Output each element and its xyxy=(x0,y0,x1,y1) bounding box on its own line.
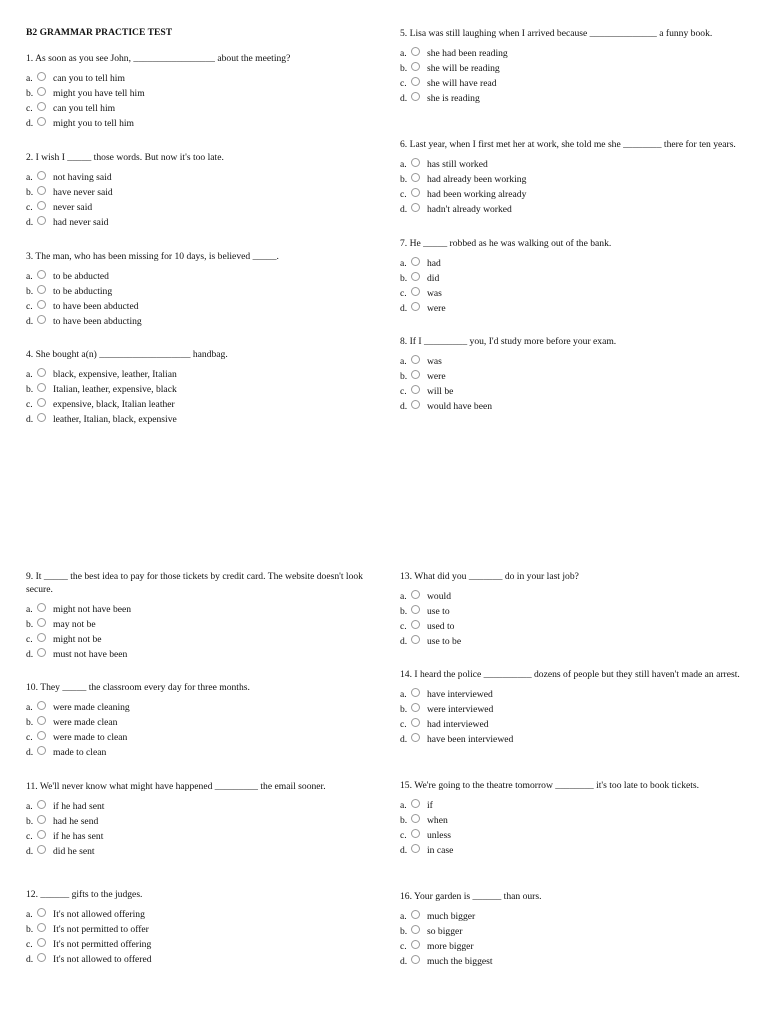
question-text: 3. The man, who has been missing for 10 days, is believed _____. xyxy=(26,251,279,262)
question-8 xyxy=(400,335,745,414)
radio-button-icon[interactable] xyxy=(37,300,46,309)
option-label: use to be xyxy=(427,636,462,647)
radio-button-icon[interactable] xyxy=(411,718,420,727)
option-letter: c. xyxy=(400,941,407,952)
question-text: 1. As soon as you see John, _________________ about the meeting? xyxy=(26,53,291,64)
answer-option[interactable] xyxy=(400,702,745,717)
answer-option[interactable] xyxy=(400,909,745,924)
option-label: Italian, leather, expensive, black xyxy=(53,384,177,395)
option-letter: b. xyxy=(400,371,408,382)
answer-option[interactable] xyxy=(400,687,745,702)
radio-button-icon[interactable] xyxy=(37,603,46,612)
answer-option[interactable] xyxy=(26,952,356,967)
radio-button-icon[interactable] xyxy=(411,62,420,71)
option-label: had xyxy=(427,258,441,269)
question-text: 13. What did you _______ do in your last job? xyxy=(400,571,579,582)
answer-option[interactable] xyxy=(400,369,745,384)
answer-option[interactable] xyxy=(26,844,356,859)
option-label: have never said xyxy=(53,187,113,198)
option-label: much bigger xyxy=(427,911,476,922)
radio-button-icon[interactable] xyxy=(37,815,46,824)
option-label: It's not allowed to offered xyxy=(53,954,152,965)
option-label: use to xyxy=(427,606,450,617)
option-letter: b. xyxy=(26,924,34,935)
option-letter: b. xyxy=(400,273,408,284)
option-label: was xyxy=(427,288,442,299)
option-label: hadn't already worked xyxy=(427,204,512,215)
question-13 xyxy=(400,570,745,649)
option-label: expensive, black, Italian leather xyxy=(53,399,175,410)
answer-option[interactable] xyxy=(26,700,356,715)
answer-option[interactable] xyxy=(400,634,745,649)
option-letter: a. xyxy=(400,911,407,922)
option-label: had never said xyxy=(53,217,109,228)
option-letter: c. xyxy=(400,78,407,89)
option-letter: a. xyxy=(26,909,33,920)
radio-button-icon[interactable] xyxy=(37,216,46,225)
answer-option[interactable] xyxy=(26,632,366,647)
option-letter: d. xyxy=(400,636,408,647)
answer-option[interactable] xyxy=(26,215,356,230)
question-6 xyxy=(400,138,745,217)
question-2 xyxy=(26,151,356,230)
option-letter: b. xyxy=(400,815,408,826)
option-label: can you tell him xyxy=(53,103,116,114)
option-label: made to clean xyxy=(53,747,107,758)
option-label: so bigger xyxy=(427,926,463,937)
option-label: not having said xyxy=(53,172,112,183)
question-4 xyxy=(26,348,356,427)
option-label: It's not allowed offering xyxy=(53,909,145,920)
answer-option[interactable] xyxy=(400,354,745,369)
answer-option[interactable] xyxy=(400,619,745,634)
option-letter: c. xyxy=(400,830,407,841)
radio-button-icon[interactable] xyxy=(411,203,420,212)
answer-option[interactable] xyxy=(26,907,356,922)
option-label: if he has sent xyxy=(53,831,104,842)
answer-option[interactable] xyxy=(400,271,745,286)
answer-option[interactable] xyxy=(400,256,745,271)
radio-button-icon[interactable] xyxy=(37,102,46,111)
option-letter: a. xyxy=(400,48,407,59)
option-letter: a. xyxy=(26,604,33,615)
question-10 xyxy=(26,681,356,760)
option-label: might you have tell him xyxy=(53,88,145,99)
option-letter: b. xyxy=(400,926,408,937)
option-letter: d. xyxy=(26,118,34,129)
question-15 xyxy=(400,779,745,858)
radio-button-icon[interactable] xyxy=(37,633,46,642)
radio-button-icon[interactable] xyxy=(37,87,46,96)
answer-option[interactable] xyxy=(26,829,356,844)
option-letter: b. xyxy=(26,88,34,99)
option-letter: c. xyxy=(26,301,33,312)
answer-option[interactable] xyxy=(26,367,356,382)
option-letter: c. xyxy=(26,103,33,114)
option-letter: b. xyxy=(26,717,34,728)
option-label: It's not permitted to offer xyxy=(53,924,149,935)
answer-option[interactable] xyxy=(26,170,356,185)
question-1 xyxy=(26,52,356,131)
radio-button-icon[interactable] xyxy=(37,701,46,710)
option-label: were made to clean xyxy=(53,732,128,743)
radio-button-icon[interactable] xyxy=(411,844,420,853)
radio-button-icon[interactable] xyxy=(37,830,46,839)
option-letter: a. xyxy=(26,271,33,282)
radio-button-icon[interactable] xyxy=(37,383,46,392)
option-letter: a. xyxy=(26,801,33,812)
radio-button-icon[interactable] xyxy=(411,272,420,281)
question-14 xyxy=(400,668,745,747)
radio-button-icon[interactable] xyxy=(37,923,46,932)
option-label: might you to tell him xyxy=(53,118,135,129)
option-label: will be xyxy=(427,386,454,397)
option-letter: c. xyxy=(400,189,407,200)
radio-button-icon[interactable] xyxy=(37,186,46,195)
option-letter: d. xyxy=(400,204,408,215)
radio-button-icon[interactable] xyxy=(37,800,46,809)
option-label: to be abducted xyxy=(53,271,109,282)
answer-option[interactable] xyxy=(26,185,356,200)
option-letter: b. xyxy=(400,174,408,185)
option-label: have interviewed xyxy=(427,689,493,700)
answer-option[interactable] xyxy=(400,954,745,969)
option-letter: b. xyxy=(400,63,408,74)
option-letter: b. xyxy=(26,384,34,395)
option-letter: a. xyxy=(400,159,407,170)
answer-option[interactable] xyxy=(26,86,356,101)
radio-button-icon[interactable] xyxy=(411,47,420,56)
option-letter: d. xyxy=(26,414,34,425)
radio-button-icon[interactable] xyxy=(37,368,46,377)
option-letter: c. xyxy=(400,621,407,632)
answer-option[interactable] xyxy=(26,314,356,329)
answer-option[interactable] xyxy=(26,799,356,814)
option-label: would xyxy=(427,591,451,602)
option-letter: d. xyxy=(400,956,408,967)
option-label: to have been abducted xyxy=(53,301,139,312)
answer-option[interactable] xyxy=(26,200,356,215)
answer-option[interactable] xyxy=(400,202,745,217)
option-label: she will have read xyxy=(427,78,497,89)
option-letter: d. xyxy=(26,747,34,758)
option-letter: c. xyxy=(26,831,33,842)
radio-button-icon[interactable] xyxy=(411,92,420,101)
radio-button-icon[interactable] xyxy=(411,287,420,296)
option-label: were xyxy=(427,303,446,314)
option-label: would have been xyxy=(427,401,493,412)
question-5 xyxy=(400,27,745,106)
option-label: in case xyxy=(427,845,454,856)
option-label: may not be xyxy=(53,619,96,630)
option-letter: a. xyxy=(26,702,33,713)
answer-option[interactable] xyxy=(26,71,356,86)
option-label: much the biggest xyxy=(427,956,493,967)
option-label: were interviewed xyxy=(427,704,494,715)
answer-option[interactable] xyxy=(26,116,356,131)
answer-option[interactable] xyxy=(26,745,356,760)
radio-button-icon[interactable] xyxy=(411,400,420,409)
option-letter: a. xyxy=(26,73,33,84)
option-letter: b. xyxy=(26,619,34,630)
option-label: have been interviewed xyxy=(427,734,514,745)
option-label: if xyxy=(427,800,433,811)
question-text: 15. We're going to the theatre tomorrow ________ it's too late to book tickets. xyxy=(400,780,700,791)
option-label: more bigger xyxy=(427,941,474,952)
answer-option[interactable] xyxy=(400,301,745,316)
option-label: had he send xyxy=(53,816,99,827)
option-letter: d. xyxy=(26,217,34,228)
option-label: did he sent xyxy=(53,846,95,857)
radio-button-icon[interactable] xyxy=(411,814,420,823)
question-7 xyxy=(400,237,745,316)
option-letter: b. xyxy=(26,286,34,297)
option-label: if he had sent xyxy=(53,801,105,812)
radio-button-icon[interactable] xyxy=(411,370,420,379)
option-label: It's not permitted offering xyxy=(53,939,152,950)
option-letter: d. xyxy=(400,93,408,104)
radio-button-icon[interactable] xyxy=(37,731,46,740)
option-letter: a. xyxy=(400,356,407,367)
radio-button-icon[interactable] xyxy=(37,413,46,422)
option-letter: a. xyxy=(26,369,33,380)
option-label: were xyxy=(427,371,446,382)
radio-button-icon[interactable] xyxy=(37,618,46,627)
radio-button-icon[interactable] xyxy=(37,117,46,126)
option-letter: c. xyxy=(400,719,407,730)
radio-button-icon[interactable] xyxy=(37,171,46,180)
option-label: never said xyxy=(53,202,93,213)
question-text: 16. Your garden is ______ than ours. xyxy=(400,891,542,902)
question-text: 10. They _____ the classroom every day for three months. xyxy=(26,682,250,693)
answer-option[interactable] xyxy=(400,172,745,187)
option-label: unless xyxy=(427,830,451,841)
answer-option[interactable] xyxy=(400,732,745,747)
radio-button-icon[interactable] xyxy=(37,285,46,294)
option-label: did xyxy=(427,273,440,284)
option-letter: c. xyxy=(400,386,407,397)
radio-button-icon[interactable] xyxy=(411,955,420,964)
option-label: to be abducting xyxy=(53,286,113,297)
question-text: 8. If I _________ you, I'd study more before your exam. xyxy=(400,336,617,347)
question-text: 4. She bought a(n) ___________________ handbag. xyxy=(26,349,228,360)
radio-button-icon[interactable] xyxy=(37,716,46,725)
answer-option[interactable] xyxy=(26,382,356,397)
radio-button-icon[interactable] xyxy=(37,648,46,657)
radio-button-icon[interactable] xyxy=(411,188,420,197)
radio-button-icon[interactable] xyxy=(411,590,420,599)
answer-option[interactable] xyxy=(26,299,356,314)
question-3 xyxy=(26,250,356,329)
option-letter: b. xyxy=(26,187,34,198)
option-letter: d. xyxy=(26,316,34,327)
option-label: were made cleaning xyxy=(53,702,130,713)
answer-option[interactable] xyxy=(400,384,745,399)
question-12 xyxy=(26,888,356,967)
option-letter: a. xyxy=(400,258,407,269)
radio-button-icon[interactable] xyxy=(411,703,420,712)
option-label: might not have been xyxy=(53,604,132,615)
option-letter: a. xyxy=(400,591,407,602)
radio-button-icon[interactable] xyxy=(37,938,46,947)
option-label: used to xyxy=(427,621,455,632)
answer-option[interactable] xyxy=(400,813,745,828)
option-letter: d. xyxy=(26,649,34,660)
option-letter: b. xyxy=(400,606,408,617)
option-label: can you to tell him xyxy=(53,73,125,84)
radio-button-icon[interactable] xyxy=(411,829,420,838)
page-title: B2 GRAMMAR PRACTICE TEST xyxy=(26,27,173,38)
option-letter: c. xyxy=(26,732,33,743)
radio-button-icon[interactable] xyxy=(411,77,420,86)
radio-button-icon[interactable] xyxy=(411,620,420,629)
radio-button-icon[interactable] xyxy=(37,72,46,81)
answer-option[interactable] xyxy=(26,101,356,116)
answer-option[interactable] xyxy=(400,717,745,732)
answer-option[interactable] xyxy=(400,798,745,813)
radio-button-icon[interactable] xyxy=(411,257,420,266)
option-letter: a. xyxy=(400,689,407,700)
option-label: black, expensive, leather, Italian xyxy=(53,369,177,380)
option-letter: d. xyxy=(400,734,408,745)
answer-option[interactable] xyxy=(26,937,356,952)
radio-button-icon[interactable] xyxy=(411,173,420,182)
answer-option[interactable] xyxy=(400,187,745,202)
option-label: she will be reading xyxy=(427,63,500,74)
answer-option[interactable] xyxy=(26,730,356,745)
question-11 xyxy=(26,780,356,859)
option-letter: d. xyxy=(400,401,408,412)
radio-button-icon[interactable] xyxy=(37,953,46,962)
question-text: 14. I heard the police __________ dozens of people but they still haven't made an arrest. xyxy=(400,669,740,680)
option-letter: c. xyxy=(400,288,407,299)
question-text: 12. ______ gifts to the judges. xyxy=(26,889,143,900)
answer-option[interactable] xyxy=(400,61,745,76)
option-letter: d. xyxy=(26,846,34,857)
answer-option[interactable] xyxy=(26,814,356,829)
answer-option[interactable] xyxy=(400,828,745,843)
radio-button-icon[interactable] xyxy=(411,158,420,167)
option-label: she is reading xyxy=(427,93,480,104)
answer-option[interactable] xyxy=(400,589,745,604)
radio-button-icon[interactable] xyxy=(37,746,46,755)
option-letter: c. xyxy=(26,399,33,410)
answer-option[interactable] xyxy=(400,939,745,954)
option-label: might not be xyxy=(53,634,102,645)
radio-button-icon[interactable] xyxy=(411,605,420,614)
question-text: 6. Last year, when I first met her at work, she told me she ________ there for ten years. xyxy=(400,139,736,150)
answer-option[interactable] xyxy=(400,46,745,61)
answer-option[interactable] xyxy=(26,269,356,284)
question-9 xyxy=(26,570,366,662)
radio-button-icon[interactable] xyxy=(411,910,420,919)
question-16 xyxy=(400,890,745,969)
question-text: 7. He _____ robbed as he was walking out of the bank. xyxy=(400,238,612,249)
question-text: 5. Lisa was still laughing when I arrived because ______________ a funny book. xyxy=(400,28,713,39)
option-label: had been working already xyxy=(427,189,527,200)
radio-button-icon[interactable] xyxy=(411,688,420,697)
answer-option[interactable] xyxy=(26,602,366,617)
option-label: was xyxy=(427,356,442,367)
radio-button-icon[interactable] xyxy=(37,315,46,324)
answer-option[interactable] xyxy=(400,286,745,301)
option-letter: c. xyxy=(26,634,33,645)
option-label: when xyxy=(427,815,448,826)
option-label: had interviewed xyxy=(427,719,489,730)
radio-button-icon[interactable] xyxy=(37,398,46,407)
radio-button-icon[interactable] xyxy=(37,845,46,854)
option-letter: c. xyxy=(26,939,33,950)
answer-option[interactable] xyxy=(400,843,745,858)
answer-option[interactable] xyxy=(400,924,745,939)
answer-option[interactable] xyxy=(26,715,356,730)
radio-button-icon[interactable] xyxy=(411,940,420,949)
option-letter: b. xyxy=(400,704,408,715)
radio-button-icon[interactable] xyxy=(411,355,420,364)
answer-option[interactable] xyxy=(26,617,366,632)
radio-button-icon[interactable] xyxy=(411,799,420,808)
option-letter: d. xyxy=(26,954,34,965)
option-label: must not have been xyxy=(53,649,128,660)
option-letter: d. xyxy=(400,303,408,314)
answer-option[interactable] xyxy=(400,604,745,619)
option-label: leather, Italian, black, expensive xyxy=(53,414,177,425)
answer-option[interactable] xyxy=(400,76,745,91)
answer-option[interactable] xyxy=(400,157,745,172)
answer-option[interactable] xyxy=(26,397,356,412)
radio-button-icon[interactable] xyxy=(411,635,420,644)
answer-option[interactable] xyxy=(26,647,366,662)
option-label: she had been reading xyxy=(427,48,508,59)
radio-button-icon[interactable] xyxy=(37,270,46,279)
radio-button-icon[interactable] xyxy=(411,302,420,311)
radio-button-icon[interactable] xyxy=(411,925,420,934)
answer-option[interactable] xyxy=(26,922,356,937)
option-letter: a. xyxy=(26,172,33,183)
answer-option[interactable] xyxy=(26,412,356,427)
question-text: 2. I wish I _____ those words. But now it's too late. xyxy=(26,152,224,163)
answer-option[interactable] xyxy=(400,91,745,106)
radio-button-icon[interactable] xyxy=(411,385,420,394)
answer-option[interactable] xyxy=(26,284,356,299)
option-letter: a. xyxy=(400,800,407,811)
answer-option[interactable] xyxy=(400,399,745,414)
radio-button-icon[interactable] xyxy=(411,733,420,742)
option-label: had already been working xyxy=(427,174,527,185)
option-letter: b. xyxy=(26,816,34,827)
question-text: 11. We'll never know what might have happened _________ the email sooner. xyxy=(26,781,326,792)
option-label: has still worked xyxy=(427,159,488,170)
question-text: 9. It _____ the best idea to pay for those tickets by credit card. The website doesn't look secure. xyxy=(26,571,363,595)
option-label: were made clean xyxy=(53,717,118,728)
option-letter: d. xyxy=(400,845,408,856)
option-label: to have been abducting xyxy=(53,316,142,327)
radio-button-icon[interactable] xyxy=(37,201,46,210)
radio-button-icon[interactable] xyxy=(37,908,46,917)
option-letter: c. xyxy=(26,202,33,213)
